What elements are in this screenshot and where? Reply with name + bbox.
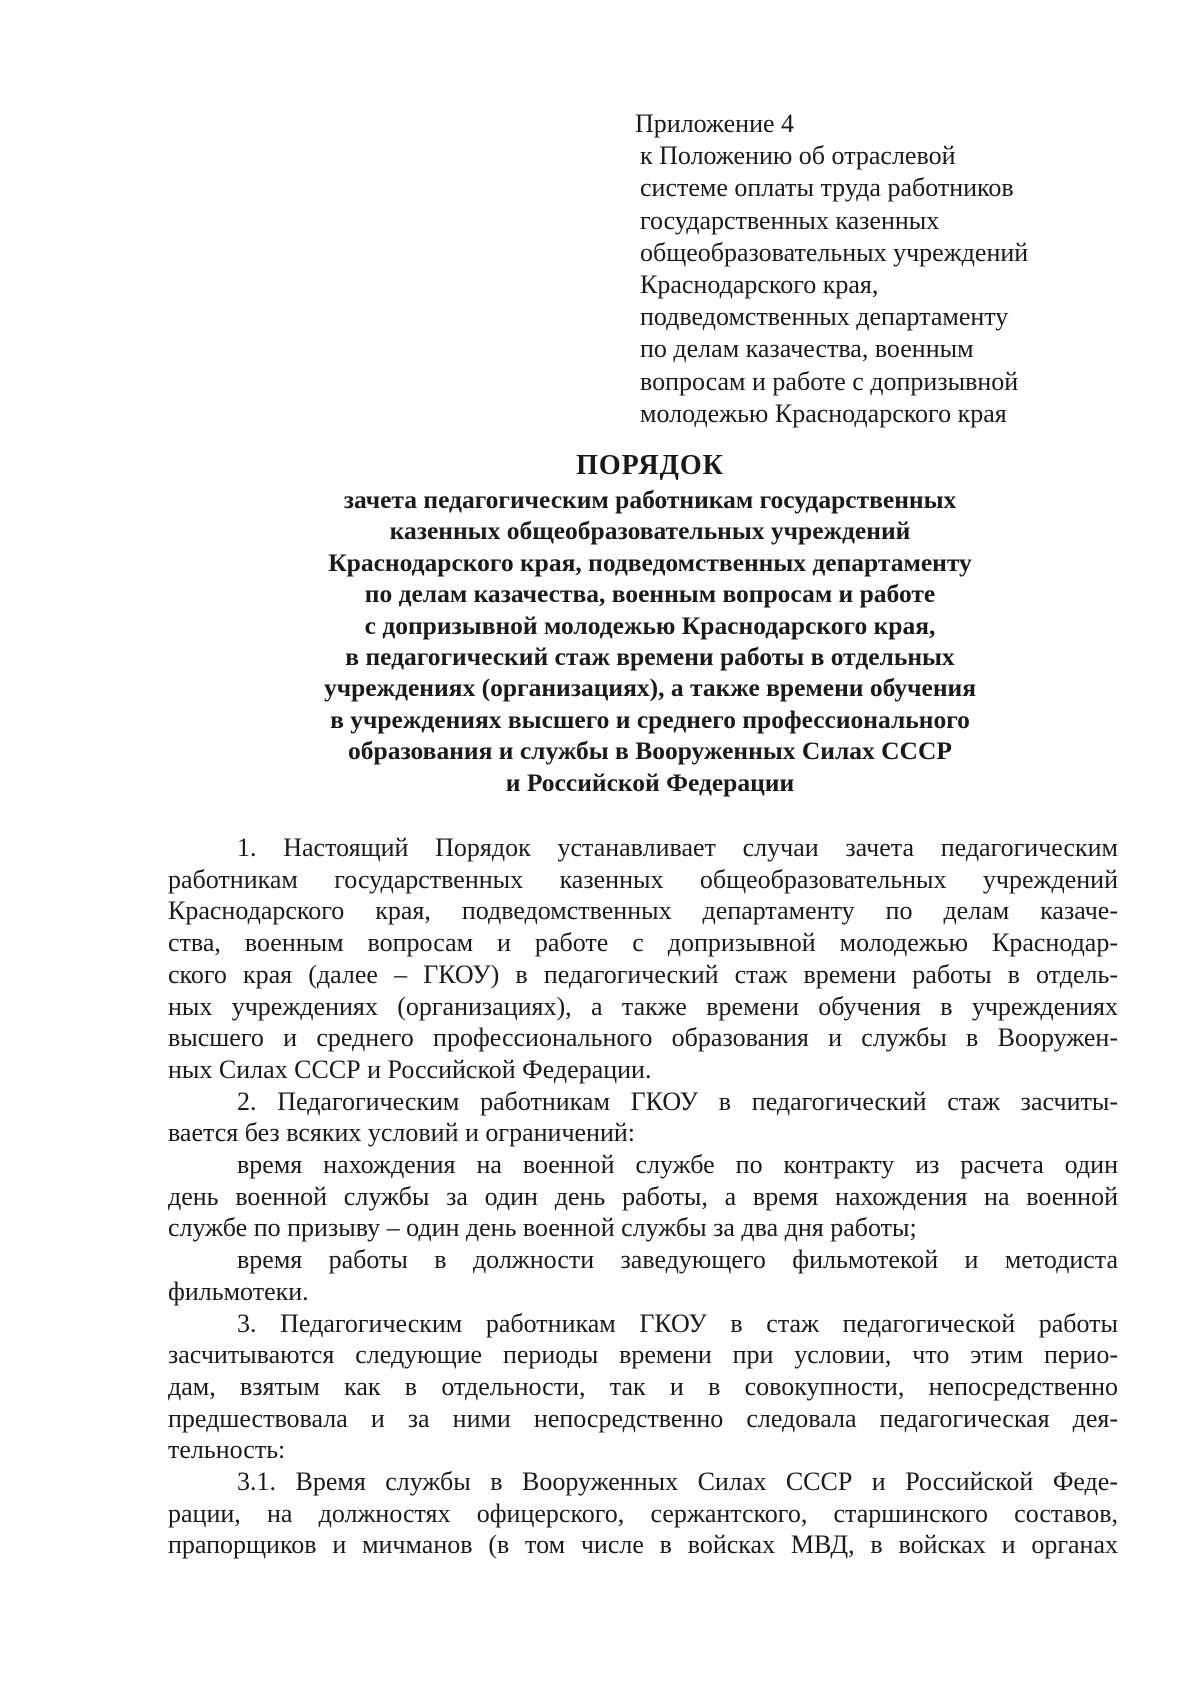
appendix-line: общеобразовательных учреждений <box>640 237 1029 267</box>
body-line: засчитываются следующие периоды времени при условии, что этим перио- <box>168 1340 1118 1370</box>
body-line: дам, взятым как в отдельности, так и в совокупности, непосредственно <box>168 1371 1118 1401</box>
subtitle-line: в учреждениях высшего и среднего профессионального <box>330 704 970 734</box>
document-title <box>170 448 1130 798</box>
subtitle-line: в педагогический стаж времени работы в отдельных <box>345 642 955 672</box>
appendix-header <box>635 108 1120 430</box>
appendix-line: Краснодарского края, <box>640 270 879 300</box>
subtitle-line: казенных общеобразовательных учреждений <box>389 516 911 546</box>
appendix-line: Приложение 4 <box>635 109 795 138</box>
body-line: 2. Педагогическим работникам ГКОУ в педагогический стаж засчиты- <box>237 1086 1118 1116</box>
subtitle-line: зачета педагогическим работникам государственных <box>343 485 957 514</box>
body-line: работникам государственных казенных общеобразовательных учреждений <box>168 864 1118 894</box>
subtitle-line: Краснодарского края, подведомственных департаменту <box>328 547 972 577</box>
subtitle-line: и Российской Федерации <box>505 767 795 797</box>
subtitle-line: по делам казачества, военным вопросам и работе <box>364 579 936 609</box>
appendix-line: подведомственных департаменту <box>640 302 1009 332</box>
subtitle-line: с допризывной молодежью Краснодарского края, <box>364 610 936 640</box>
body-line: 3.1. Время службы в Вооруженных Силах СССР и Российской Феде- <box>237 1467 1118 1497</box>
body-line: ства, военным вопросам и работе с допризывной молодежью Краснодар- <box>168 928 1118 958</box>
body-line: день военной службы за один день работы, а время нахождения на военной <box>168 1181 1118 1211</box>
body-line: высшего и среднего профессионального образования и службы в Вооружен- <box>168 1023 1118 1053</box>
subtitle-line: учреждениях (организациях), а также времени обучения <box>323 673 977 703</box>
body-line: службе по призыву – один день военной службы за два дня работы; <box>168 1213 917 1243</box>
body-line: ных Силах СССР и Российской Федерации. <box>168 1054 652 1084</box>
title-main: ПОРЯДОК <box>576 450 724 481</box>
document-body <box>168 832 1118 1561</box>
appendix-line: системе оплаты труда работников <box>640 173 1014 203</box>
body-line: 3. Педагогическим работникам ГКОУ в стаж педагогической работы <box>237 1308 1118 1338</box>
body-line: прапорщиков и мичманов (в том числе в войсках МВД, в войсках и органах <box>168 1530 1118 1560</box>
body-line: вается без всяких условий и ограничений: <box>168 1118 636 1148</box>
body-line: фильмотеки. <box>168 1276 309 1306</box>
appendix-line: вопросам и работе с допризывной <box>640 366 1019 396</box>
appendix-line: по делам казачества, военным <box>640 334 974 364</box>
title-subtitle <box>170 484 1130 798</box>
body-line: Краснодарского края, подведомственных департаменту по делам казаче- <box>168 896 1118 926</box>
subtitle-line: образования и службы в Вооруженных Силах СССР <box>348 736 952 766</box>
appendix-line: к Положению об отраслевой <box>640 141 956 171</box>
body-line: ского края (далее – ГКОУ) в педагогический стаж времени работы в отдель- <box>168 959 1118 989</box>
appendix-line: молодежью Краснодарского края <box>640 398 1007 428</box>
body-line: тельность: <box>168 1435 286 1465</box>
body-line: рации, на должностях офицерского, сержантского, старшинского составов, <box>168 1498 1118 1528</box>
appendix-line: государственных казенных <box>640 205 940 235</box>
body-line: время работы в должности заведующего фильмотекой и методиста <box>237 1245 1118 1275</box>
body-line: ных учреждениях (организациях), а также времени обучения в учреждениях <box>168 991 1118 1021</box>
body-line: 1. Настоящий Порядок устанавливает случаи зачета педагогическим <box>237 833 1118 862</box>
body-line: предшествовала и за ними непосредственно следовала педагогическая дея- <box>168 1403 1118 1433</box>
body-line: время нахождения на военной службе по контракту из расчета один <box>237 1150 1118 1180</box>
